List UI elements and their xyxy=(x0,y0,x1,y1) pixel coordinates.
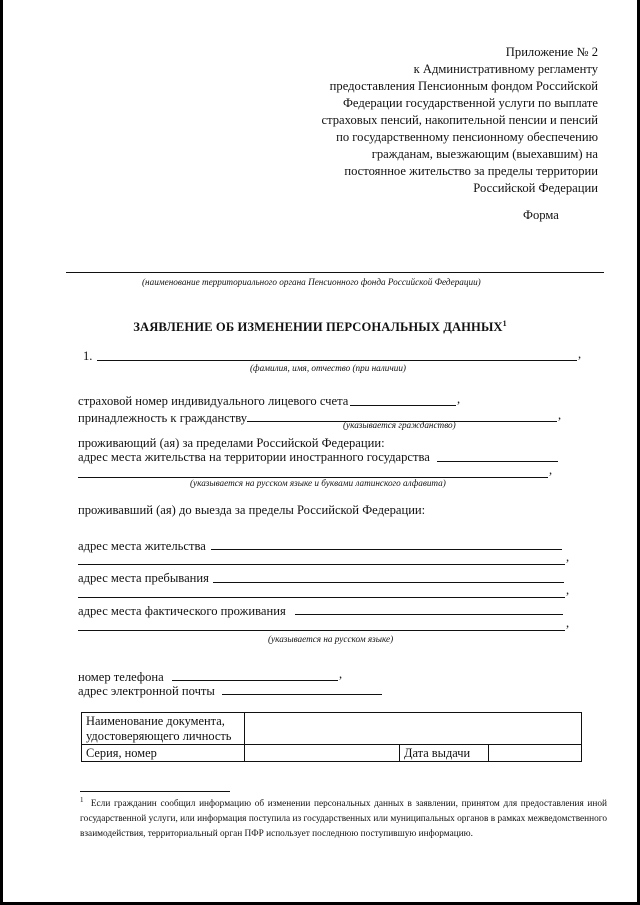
snils-label: страховой номер индивидуального лицевого счета xyxy=(78,394,349,408)
organ-name-field[interactable] xyxy=(66,272,604,273)
residence-address-comma: , xyxy=(566,550,570,564)
foreign-address-label: адрес места жительства на территории иностранного государства xyxy=(78,450,430,464)
series-number-label: Серия, номер xyxy=(86,745,157,760)
foreign-address-caption: (указывается на русском языке и буквами латинского алфавита) xyxy=(190,478,446,488)
stay-address-label: адрес места пребывания xyxy=(78,571,209,585)
issue-date-value[interactable] xyxy=(489,744,582,761)
residence-address-label: адрес места жительства xyxy=(78,539,206,553)
doc-name-label-line2: удостоверяющего личность xyxy=(86,728,232,743)
doc-name-cell-line2 xyxy=(82,729,245,745)
residing-abroad-label: проживающий (ая) за пределами Российской Федерации: xyxy=(78,436,385,450)
foreign-address-field[interactable] xyxy=(437,461,558,462)
fio-field[interactable] xyxy=(97,360,577,361)
footnote-text: Если гражданин сообщил информацию об изменении персональных данных в заявлении, принятом для предоставления иной государственной услуги, или информация поступила из государственных или муниципальных органов в рамках межведомственного взаимодействия, территориальный орган ПФР использует последнюю поступившую информацию. xyxy=(80,799,607,840)
fio-comma: , xyxy=(578,347,582,361)
identity-document-table xyxy=(81,712,582,762)
citizenship-comma: , xyxy=(558,408,562,422)
document-title-text: ЗАЯВЛЕНИЕ ОБ ИЗМЕНЕНИИ ПЕРСОНАЛЬНЫХ ДАННЫХ xyxy=(133,320,503,335)
actual-address-label: адрес места фактического проживания xyxy=(78,604,286,618)
email-label: адрес электронной почты xyxy=(78,684,215,698)
series-number-label-cell xyxy=(82,744,245,761)
actual-address-field[interactable] xyxy=(295,614,563,615)
footnote-mark: 1 xyxy=(80,796,84,804)
actual-address-comma: , xyxy=(566,616,570,630)
footnote-separator xyxy=(80,791,230,792)
issue-date-label-cell xyxy=(400,744,489,761)
fio-caption: (фамилия, имя, отчество (при наличии) xyxy=(250,363,406,373)
appendix-header xyxy=(298,44,598,197)
snils-field[interactable] xyxy=(350,405,456,406)
stay-address-field[interactable] xyxy=(213,582,564,583)
issue-date-label: Дата выдачи xyxy=(404,745,471,760)
form-label: Форма xyxy=(523,208,559,222)
phone-label: номер телефона xyxy=(78,670,164,684)
appendix-line: постоянное жительство за пределы территории xyxy=(344,164,598,178)
residence-address-field-line2[interactable] xyxy=(78,564,565,565)
phone-comma: , xyxy=(339,667,343,681)
appendix-line: к Административному регламенту xyxy=(413,62,598,76)
phone-field[interactable] xyxy=(172,680,338,681)
footnote xyxy=(80,793,607,842)
appendix-line: Приложение № 2 xyxy=(505,45,598,59)
actual-address-field-line2[interactable] xyxy=(78,630,565,631)
document-title xyxy=(0,319,640,335)
citizenship-caption: (указывается гражданство) xyxy=(343,420,456,430)
appendix-line: Российской Федерации xyxy=(473,181,598,195)
russian-language-caption: (указывается на русском языке) xyxy=(268,634,394,644)
series-number-value[interactable] xyxy=(245,744,400,761)
doc-name-label-line1: Наименование документа, xyxy=(86,713,225,728)
appendix-line: Федерации государственной услуги по выплате xyxy=(342,96,598,110)
appendix-line: предоставления Пенсионным фондом Российской xyxy=(329,79,598,93)
stay-address-field-line2[interactable] xyxy=(78,597,565,598)
stay-address-comma: , xyxy=(566,583,570,597)
scan-left-edge xyxy=(0,0,3,905)
doc-name-value[interactable] xyxy=(245,713,582,745)
doc-name-cell xyxy=(82,713,245,729)
snils-comma: , xyxy=(457,392,461,406)
email-field[interactable] xyxy=(222,694,382,695)
organ-name-caption: (наименование территориального органа Пенсионного фонда Российской Федерации) xyxy=(142,277,481,287)
appendix-line: страховых пенсий, накопительной пенсии и пенсий xyxy=(321,113,598,127)
residence-address-field[interactable] xyxy=(211,549,562,550)
foreign-address-comma: , xyxy=(549,463,553,477)
lived-before-label: проживавший (ая) до выезда за пределы Российской Федерации: xyxy=(78,503,426,517)
fio-number: 1. xyxy=(83,349,93,363)
appendix-line: гражданам, выезжающим (выехавшим) на xyxy=(371,147,598,161)
appendix-line: по государственному пенсионному обеспечению xyxy=(336,130,598,144)
citizenship-label: принадлежность к гражданству xyxy=(78,411,248,425)
title-footnote-mark: 1 xyxy=(502,319,507,328)
